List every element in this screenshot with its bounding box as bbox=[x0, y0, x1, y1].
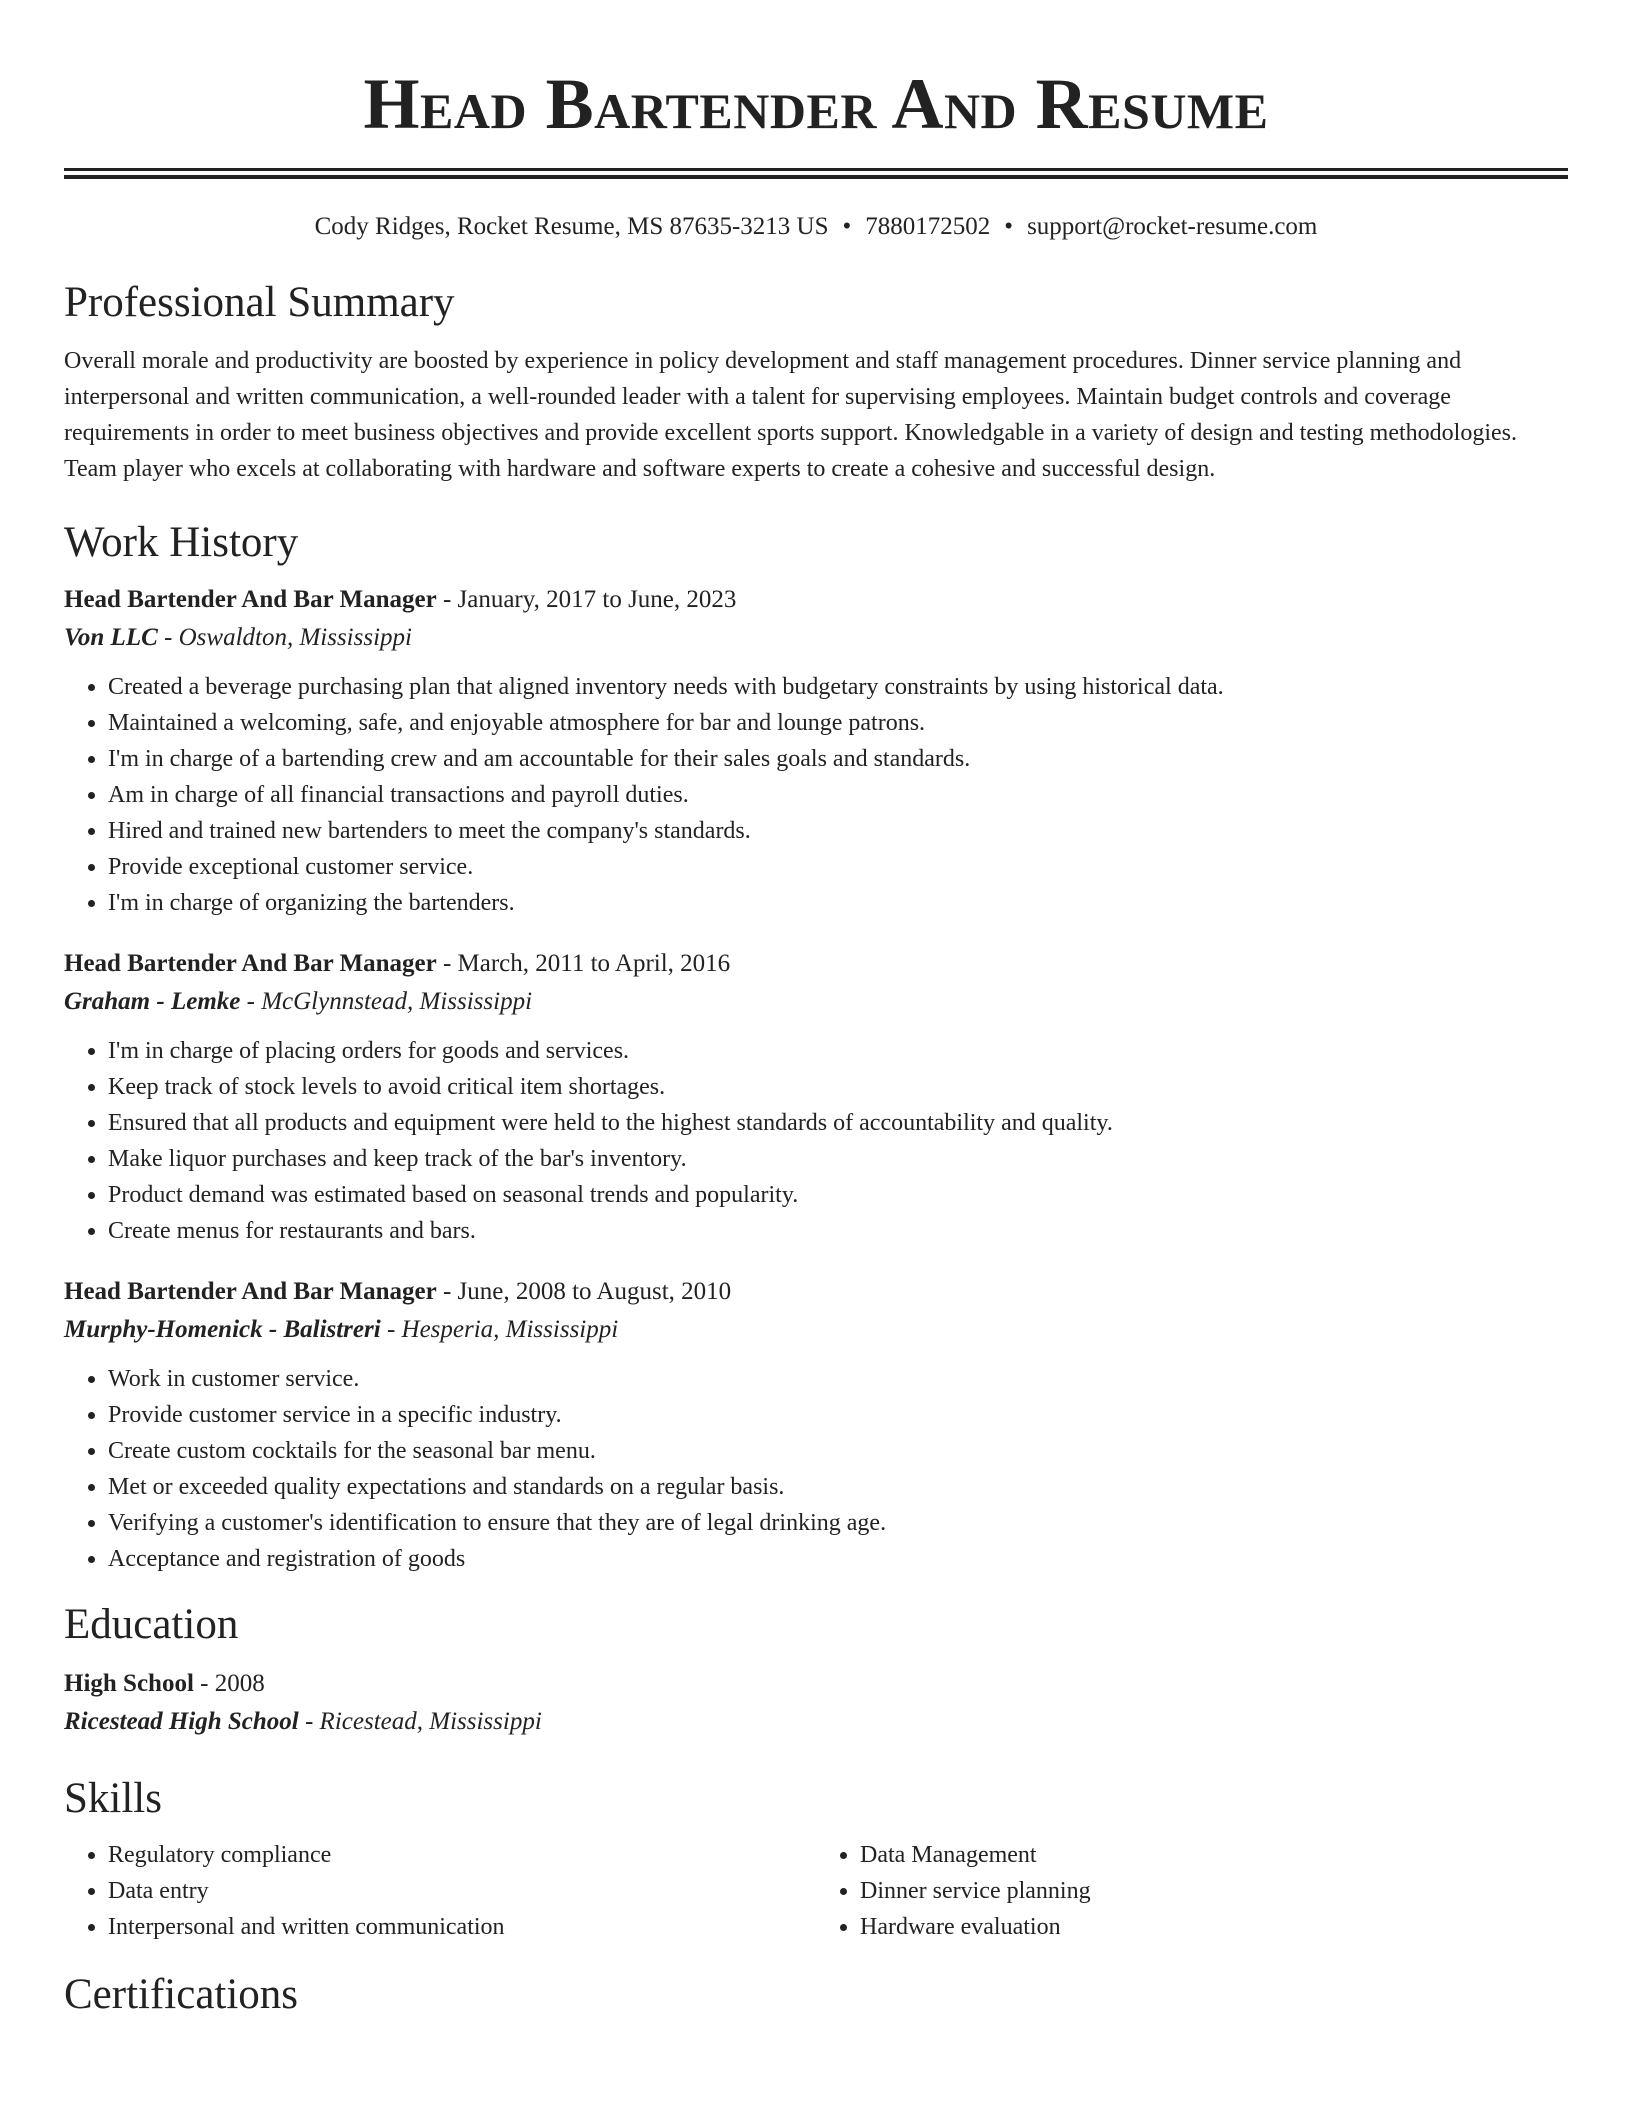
job-company: Graham - Lemke bbox=[64, 988, 241, 1015]
job-company: Von LLC bbox=[64, 624, 158, 651]
list-item: • Am in charge of all financial transactions and payroll duties. bbox=[108, 777, 1568, 813]
list-item: • Maintained a welcoming, safe, and enjoyable atmosphere for bar and lounge patrons. bbox=[108, 705, 1568, 741]
resume-title: Head Bartender And Resume bbox=[363, 64, 1269, 144]
list-item: • Create menus for restaurants and bars. bbox=[108, 1213, 1568, 1249]
list-item: • Provide exceptional customer service. bbox=[108, 849, 1568, 885]
job-bullets bbox=[64, 1033, 1568, 1249]
section-heading: Skills bbox=[64, 1775, 162, 1822]
list-item: • Ensured that all products and equipment were held to the highest standards of accountability and quality. bbox=[108, 1105, 1568, 1141]
education-year: - 2008 bbox=[193, 1670, 265, 1697]
list-item: • Work in customer service. bbox=[108, 1361, 1568, 1397]
skills-section bbox=[64, 1771, 1568, 1945]
contact-separator: • bbox=[1004, 213, 1014, 240]
list-item: • Data entry bbox=[108, 1873, 816, 1909]
job-location: - Oswaldton, Mississippi bbox=[157, 624, 412, 651]
education-school: Ricestead High School bbox=[64, 1708, 299, 1735]
section-heading: Work History bbox=[64, 519, 299, 566]
list-item: • Create custom cocktails for the seasonal bar menu. bbox=[108, 1433, 1568, 1469]
list-item: • Interpersonal and written communication bbox=[108, 1909, 816, 1945]
job-entry bbox=[64, 1273, 1568, 1577]
contact-separator: • bbox=[842, 213, 852, 240]
list-item: • I'm in charge of organizing the bartenders. bbox=[108, 885, 1568, 921]
job-title-line bbox=[64, 1273, 1568, 1311]
list-item: • Provide customer service in a specific industry. bbox=[108, 1397, 1568, 1433]
summary-text: Overall morale and productivity are boosted by experience in policy development and staff management procedures. Dinner service planning and interpersonal and written communication, a well-rounded leader with a talent for supervising employees. Maintain budget controls and coverage requirements in order to meet business objectives and provide excellent sports support. Knowledgable in a variety of design and testing methodologies. Team player who excels at collaborating with hardware and software experts to create a cohesive and successful design. bbox=[64, 348, 1517, 482]
job-location: - McGlynnstead, Mississippi bbox=[240, 988, 533, 1015]
list-item: • Data Management bbox=[860, 1837, 1568, 1873]
list-item: • Verifying a customer's identification to ensure that they are of legal drinking age. bbox=[108, 1505, 1568, 1541]
job-title-line bbox=[64, 945, 1568, 983]
list-item: • Dinner service planning bbox=[860, 1873, 1568, 1909]
job-title: Head Bartender And Bar Manager bbox=[64, 586, 437, 613]
job-dates: - June, 2008 to August, 2010 bbox=[436, 1278, 732, 1305]
list-item: • Product demand was estimated based on seasonal trends and popularity. bbox=[108, 1177, 1568, 1213]
job-title: Head Bartender And Bar Manager bbox=[64, 1278, 437, 1305]
list-item: • Acceptance and registration of goods bbox=[108, 1541, 1568, 1577]
list-item: • Hired and trained new bartenders to meet the company's standards. bbox=[108, 813, 1568, 849]
education-entry bbox=[64, 1665, 1568, 1741]
title-divider bbox=[64, 168, 1568, 171]
skills-columns bbox=[64, 1837, 1568, 1945]
job-company-line bbox=[64, 619, 1568, 657]
job-bullets bbox=[64, 1361, 1568, 1577]
job-title-line bbox=[64, 581, 1568, 619]
section-heading: Professional Summary bbox=[64, 279, 455, 326]
contact-email: support@rocket-resume.com bbox=[1027, 213, 1318, 240]
list-item: • Met or exceeded quality expectations and standards on a regular basis. bbox=[108, 1469, 1568, 1505]
list-item: • Keep track of stock levels to avoid critical item shortages. bbox=[108, 1069, 1568, 1105]
contact-phone: 7880172502 bbox=[865, 213, 991, 240]
skills-list-right bbox=[816, 1837, 1568, 1945]
education-location: - Ricestead, Mississippi bbox=[298, 1708, 542, 1735]
job-dates: - January, 2017 to June, 2023 bbox=[436, 586, 737, 613]
job-bullets bbox=[64, 669, 1568, 921]
summary-section bbox=[64, 275, 1568, 487]
work-history-section bbox=[64, 515, 1568, 1577]
contact-address: Cody Ridges, Rocket Resume, MS 87635-3213 US bbox=[314, 213, 829, 240]
list-item: • I'm in charge of placing orders for goods and services. bbox=[108, 1033, 1568, 1069]
education-degree: High School bbox=[64, 1670, 194, 1697]
contact-line bbox=[64, 209, 1568, 245]
job-company-line bbox=[64, 1311, 1568, 1349]
section-heading: Education bbox=[64, 1601, 239, 1648]
job-entry bbox=[64, 581, 1568, 921]
job-title: Head Bartender And Bar Manager bbox=[64, 950, 437, 977]
list-item: • Regulatory compliance bbox=[108, 1837, 816, 1873]
job-company-line bbox=[64, 983, 1568, 1021]
education-degree-line bbox=[64, 1665, 1568, 1703]
job-dates: - March, 2011 to April, 2016 bbox=[436, 950, 731, 977]
list-item: • Hardware evaluation bbox=[860, 1909, 1568, 1945]
job-company: Murphy-Homenick - Balistreri bbox=[64, 1316, 381, 1343]
job-location: - Hesperia, Mississippi bbox=[380, 1316, 619, 1343]
certifications-section bbox=[64, 1967, 1568, 2023]
skills-list-left bbox=[64, 1837, 816, 1945]
section-heading: Certifications bbox=[64, 1971, 299, 2018]
list-item: • I'm in charge of a bartending crew and am accountable for their sales goals and standards. bbox=[108, 741, 1568, 777]
education-school-line bbox=[64, 1703, 1568, 1741]
job-entry bbox=[64, 945, 1568, 1249]
education-section bbox=[64, 1597, 1568, 1741]
list-item: • Make liquor purchases and keep track of the bar's inventory. bbox=[108, 1141, 1568, 1177]
list-item: • Created a beverage purchasing plan that aligned inventory needs with budgetary constraints by using historical data. bbox=[108, 669, 1568, 705]
